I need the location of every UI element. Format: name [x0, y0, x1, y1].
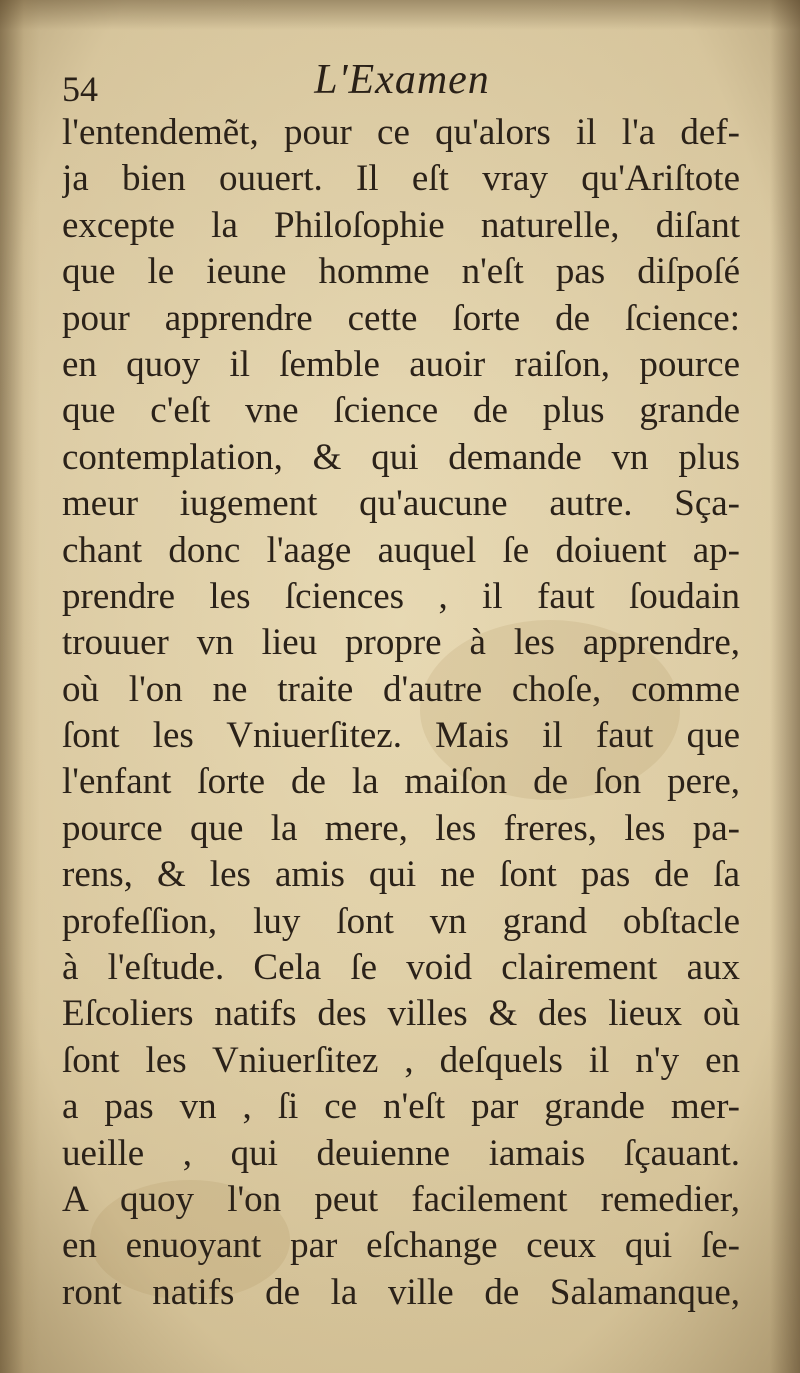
text-line: rens, & les amis qui ne ſont pas de ſa	[62, 854, 740, 896]
text-line: l'entendemẽt, pour ce qu'alors il l'a def-	[62, 112, 740, 153]
text-line: prendre les ſciences , il faut ſoudain	[62, 575, 740, 617]
page-shadow-left	[0, 0, 40, 1373]
page-number: 54	[62, 69, 98, 109]
text-line: meur iugement qu'aucune autre. Sça-	[62, 483, 740, 525]
text-line: profeſſion, luy ſont vn grand obſtacle	[62, 900, 740, 942]
running-title: L'Examen	[314, 57, 490, 103]
text-line: que c'eſt vne ſcience de plus grande	[62, 390, 740, 432]
text-line: contemplation, & qui demande vn plus	[62, 436, 740, 478]
page-header	[62, 40, 742, 110]
text-line: où l'on ne traite d'autre choſe, comme	[62, 668, 740, 710]
text-line: à l'eſtude. Cela ſe void clairement aux	[62, 947, 740, 989]
text-line: trouuer vn lieu propre à les apprendre,	[62, 622, 740, 664]
text-line: en enuoyant par eſchange ceux qui ſe-	[62, 1225, 740, 1267]
text-line: a pas vn , ſi ce n'eſt par grande mer-	[62, 1086, 740, 1128]
text-line: ſont les Vniuerſitez. Mais il faut que	[62, 715, 740, 757]
text-line: pource que la mere, les freres, les pa-	[62, 807, 740, 849]
body-text	[62, 110, 740, 1316]
page-shadow-right	[770, 0, 800, 1373]
text-line: en quoy il ſemble auoir raiſon, pource	[62, 343, 740, 385]
text-line: chant donc l'aage auquel ſe doiuent ap-	[62, 529, 740, 571]
text-line: ront natifs de la ville de Salamanque,	[62, 1271, 740, 1313]
page-shadow-top	[0, 0, 800, 30]
text-line: Eſcoliers natifs des villes & des lieux où	[62, 993, 740, 1035]
text-line: ſont les Vniuerſitez , deſquels il n'y en	[62, 1039, 740, 1081]
text-line: l'enfant ſorte de la maiſon de ſon pere,	[62, 761, 740, 803]
text-line: A quoy l'on peut facilement remedier,	[62, 1178, 740, 1220]
text-line: ja bien ouuert. Il eſt vray qu'Ariſtote	[62, 158, 740, 200]
text-line: excepte la Philoſophie naturelle, diſant	[62, 204, 740, 246]
text-line: ueille , qui deuienne iamais ſçauant.	[62, 1132, 740, 1174]
text-line: pour apprendre cette ſorte de ſcience:	[62, 297, 740, 339]
text-line: que le ieune homme n'eſt pas diſpoſé	[62, 251, 740, 293]
